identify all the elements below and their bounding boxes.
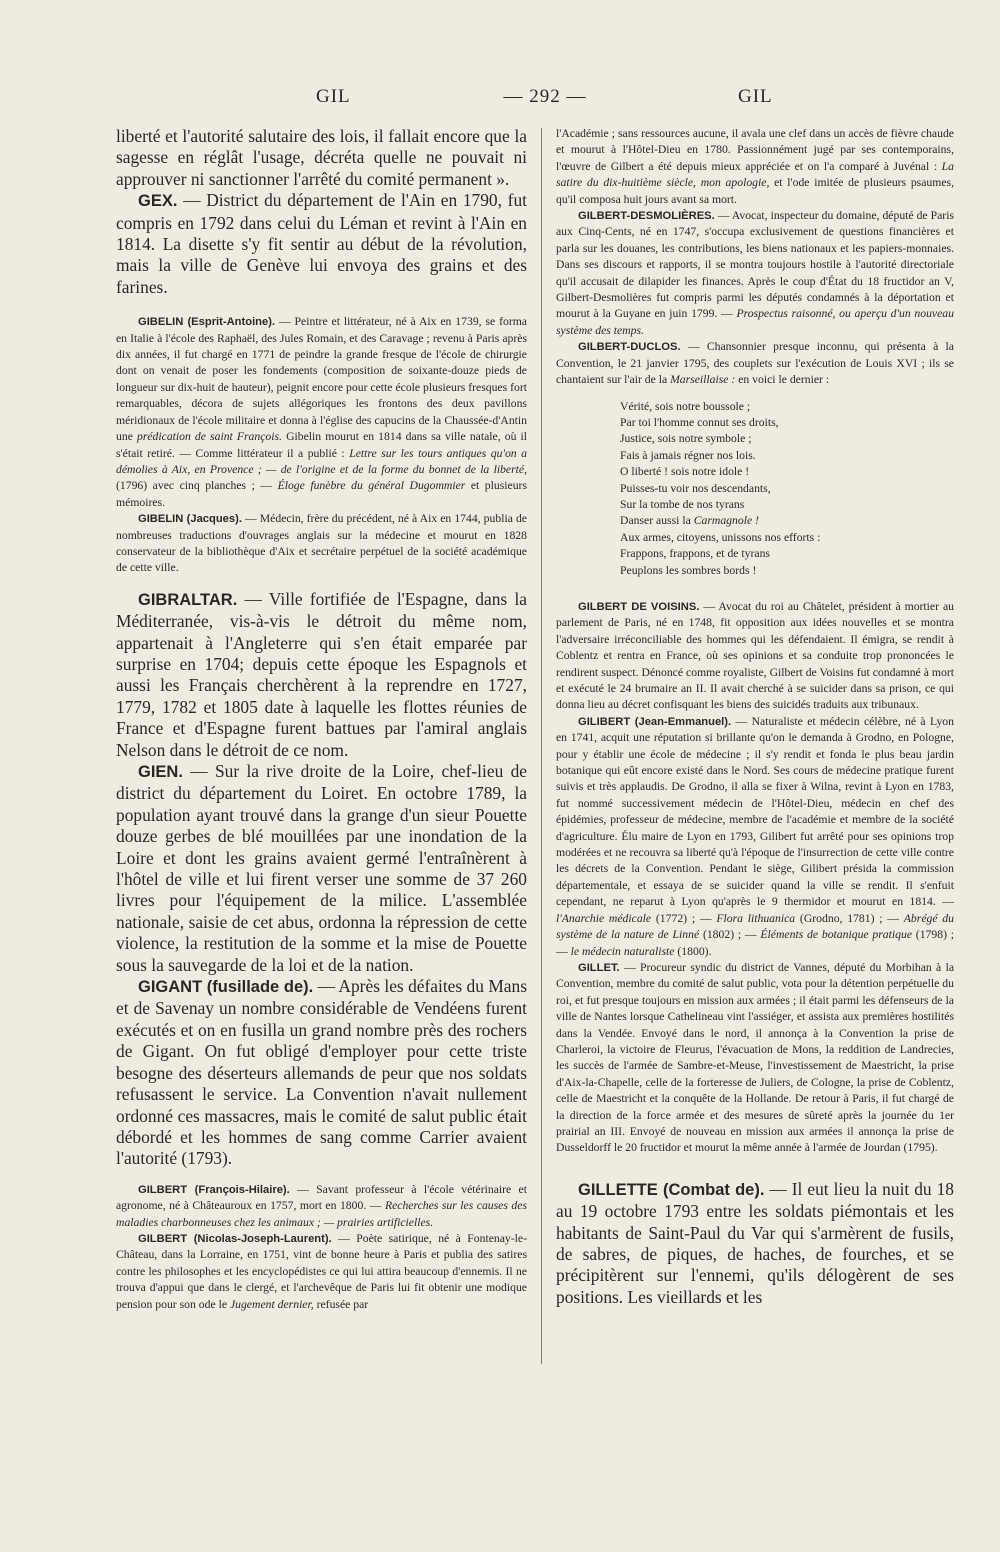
- entry-italic: Abrégé du système de la nature de Linné: [556, 911, 954, 942]
- entry-text: (1796) avec cinq planches ; —: [116, 479, 278, 493]
- entry-text: — Il eut lieu la nuit du 18 au 19 octobre 1793 entre les soldats piémontais et les habitants de Saint-Paul du Var qui s'armèrent de fusils, de sabres, de piques, de haches, de fourches, et se précipitèrent sur l'ennemi, qu'ils délogèrent de ses positions. Les vieillards et les: [556, 1178, 954, 1307]
- entry-text: (Grodno, 1781) ; —: [795, 911, 904, 925]
- entry-gien: [116, 761, 527, 976]
- entry-gilbert-nicolas: [116, 1231, 527, 1313]
- entry-gilbert-desmolieres: [556, 208, 954, 339]
- entry-text: — Médecin, frère du précédent, né à Aix en 1744, publia de nombreuses traductions d'ouvrages anglais sur la médecine et mourut en 1828 conservateur de la bibliothèque d'Aix et secrétaire perpétuel de la société académique de cette ville.: [116, 512, 527, 575]
- entry-text: — Ville fortifiée de l'Espagne, dans la Méditerranée, vis-à-vis le détroit du même nom, appartenait à l'Angleterre qui s'en était emparée par surprise en 1704; depuis cette époque les Espagnols et aussi les Français cherchèrent à la reprendre en 1727, 1779, 1782 et 1805 date à laquelle les flottes réunies de France et d'Espagne furent battues par l'amiral anglais Nelson dans le détroit de ce nom.: [116, 588, 527, 760]
- entry-italic: l'Anarchie médicale: [556, 911, 652, 925]
- entry-italic: Jugement dernier,: [229, 1297, 314, 1311]
- entry-text: — Avocat, inspecteur du domaine, député de Paris aux Cinq-Cents, né en 1747, s'occupa exclusivement de questions financières et parla sur les douanes, les contributions, les biens nationaux et les papiers-monnaies. Dans ses discours et rapports, il se montra toujours hostile à l'autorité directoriale qu'il accusait de dilapider les finances. Après le coup d'État du 18 fructidor an V, Gilbert-Desmolières fut compris parmi les députés condamnés à la déportation et mourut à la Guyane en juin 1799. —: [556, 209, 954, 321]
- entry-text: en voici le dernier :: [735, 373, 830, 387]
- entry-italic: La satire du dix-huitième siècle, mon apologie,: [556, 159, 954, 190]
- entry-gilbert-francois: [116, 1182, 527, 1231]
- entry-text: et plusieurs mémoires.: [116, 479, 527, 509]
- headword: GILLETTE (Combat de).: [578, 1180, 765, 1199]
- verse-line: Justice, sois notre symbole ;: [620, 432, 752, 446]
- entry-text: — Chansonnier presque inconnu, qui présenta à la Convention, le 21 janvier 1795, des couplets sur l'exécution de Louis XVI ; ils se chantaient sur l'air de la: [556, 340, 954, 387]
- entry-italic: prédication de saint François.: [136, 430, 282, 444]
- headword: GILBERT-DUCLOS.: [578, 341, 681, 354]
- entry-text: (1798) ; —: [556, 928, 955, 958]
- headword: GIGANT (fusillade de).: [138, 978, 314, 997]
- entry-gigant: [116, 976, 527, 1170]
- verse-line: Puisses-tu voir nos descendants,: [620, 481, 771, 495]
- verse-line: Sur la tombe de nos tyrans: [620, 497, 745, 511]
- entry-italic: Lettre sur les tours antiques qu'on a démolies à Aix, en Provence ; — de l'origine et de la forme du bonnet de la liberté,: [116, 446, 527, 476]
- entry-text: — Naturaliste et médecin célèbre, né à Lyon en 1741, acquit une réputation si brillante qu'on le demanda à Grodno, en Pologne, pour y établir une école de médecine ; il s'y rendit et fonda le plus beau jardin botanique qui eût encore existé dans le Nord. Ses cours de médecine pratique furent suivis et très applaudis. De Grodno, il alla se fixer à Wilna, revint à Lyon en 1783, fut nommé successivement médecin de l'Hôtel-Dieu, médecin en chef des épidémies, professeur de médecine, membre de l'académie et membre de la société d'agriculture. Élu maire de Lyon en 1793, Gilibert fut arrêté pour ses opinions trop modérées et ne recouvra sa liberté qu'à l'époque de l'insurrection de cette ville contre les décrets de la Convention. Pendant le siège, Gilibert présida la commission départementale, et essaya de se suicider quand la ville se rendit. Il s'enfuit cependant, ne reparut à Lyon qu'après le 9 thermidor et mourut en 1814. —: [556, 714, 954, 909]
- right-column: [556, 126, 954, 1308]
- page-header: [0, 86, 1000, 116]
- entry-text: (1772) ; —: [651, 911, 717, 925]
- headword: GEX.: [138, 192, 178, 211]
- entry-italic: Recherches sur les causes des maladies charbonneuses chez les animaux ; — prairies artificielles.: [116, 1199, 527, 1229]
- entry-gillet: [556, 960, 954, 1157]
- entry-gex: [116, 190, 527, 298]
- entry-gibraltar: [116, 589, 527, 761]
- entry-gibelin-esprit: [116, 314, 527, 511]
- entry-italic: Éléments de botanique pratique: [760, 928, 913, 942]
- verse-line: [620, 513, 954, 529]
- headword: GIBRALTAR.: [138, 590, 238, 609]
- headword: GILIBERT (Jean-Emmanuel).: [578, 715, 732, 728]
- entry-text: — Poète satirique, né à Fontenay-le-Château, dans la Lorraine, en 1751, vint de bonne heure à Paris et publia des satires contre les philosophes et les encyclopédistes ce qui lui attira beaucoup d'ennemis. Il ne trouva d'appui que dans le clergé, et l'archevêque de Paris lui fit obtenir une modique pension pour son ode le: [116, 1231, 527, 1311]
- page-number: — 292 —: [503, 86, 587, 107]
- song-verse: [620, 399, 954, 579]
- left-column: [116, 126, 527, 1313]
- entry-text: — Avocat du roi au Châtelet, président à mortier au parlement de Paris, né en 1748, fit opposition aux idées nouvelles et se montra l'adversaire irréconciliable des hommes qui les défendaient. Il émigra, se rendit à Coblentz et rentra en France, où ses opinions et sa conduite trop prononcées le rendirent suspect. Dénoncé comme royaliste, Gilbert de Voisins fut condamné à mort et exécuté le 24 brumaire an II. Il avait cherché à se suicider dans sa prison, ce qui donna lieu au décret confisquant les biens des suicidés traduits aux tribunaux.: [556, 599, 954, 712]
- continued-paragraph: [556, 126, 954, 208]
- headword: GIEN.: [138, 763, 183, 781]
- headword: GILBERT (Nicolas-Joseph-Laurent).: [138, 1232, 332, 1245]
- entry-text: Gibelin mourut en 1814 dans sa ville natale, où il s'était retiré. — Comme littérateur il a publié :: [116, 430, 527, 460]
- verse-line: Par toi l'homme connut ses droits,: [620, 415, 779, 429]
- entry-text: — Procureur syndic du district de Vannes, député du Morbihan à la Convention, membre du comité de salut public, vota pour la détention perpétuelle du roi, et fut presque toujours en mission aux armées ; il était parmi les défenseurs de la ville de Nantes lorsque Cathelineau vint l'assiéger, et assista aux premières hostilités dans la Vendée. Envoyé dans le nord, il annonça à la Convention la prise de Charleroi, la victoire de Fleurus, l'évacuation de Mons, la reddition de Landrecies, les succès de l'armée de Sambre-et-Meuse, l'investissement de Maestricht, la prise d'Aix-la-Chapelle, celle de la forteresse de Juliers, de Cologne, la prise de Coblentz, celle de Maestricht et la conquête de la Hollande. De retour à Paris, il fut chargé de la direction de la force armée et des mesures de sûreté après la journée du 1er prairial an III. Envoyé de nouveau en mission aux armées il annonça la prise de Dusseldorff le 20 fructidor et mourut la même année à l'armée de Jourdan (1795).: [556, 960, 954, 1155]
- entry-gibelin-jacques: [116, 511, 527, 577]
- headword: GILLET.: [578, 961, 620, 974]
- column-divider: [541, 128, 542, 1364]
- headword: GILBERT (François-Hilaire).: [138, 1183, 290, 1196]
- entry-italic: Marseillaise :: [670, 373, 736, 387]
- entry-italic: Prospectus raisonné, ou aperçu d'un nouveau système des temps.: [556, 307, 954, 337]
- verse-line: O liberté ! sois notre idole !: [620, 465, 750, 479]
- headword: GIBELIN (Esprit-Antoine).: [138, 316, 276, 329]
- verse-italic: Carmagnole !: [693, 514, 759, 528]
- entry-text: — Après les défaites du Mans et de Savenay un nombre considérable de Vendéens furent exécutés et on en fusilla un grand nombre près des rochers de Gigant. On fut obligé d'employer pour cette triste besogne des déserteurs allemands de peur que nos soldats refusassent le service. La Convention n'avait nullement ordonné ces massacres, mais le comité de salut public était débordé et les hommes de sang comme Carrier avaient l'autorité (1793).: [116, 976, 527, 1169]
- entry-text: — Peintre et littérateur, né à Aix en 1739, se forma en Italie à l'école des Raphaël, des Jules Romain, et des Caravage ; revenu à Paris après dix années, il fut chargé en 1771 de peindre la grande fresque de l'école de chirurgie dont on venait de poser les fondements (composition de soixante-douze pieds de longueur sur dix-huit de hauteur), peignit encore pour cette école plusieurs fresques fort remarquables, décora de sujets allégoriques les frontons des deux pavillons méridionaux de l'école militaire et donna à l'église des capucins de la Chaussée-d'Antin une: [116, 315, 527, 444]
- verse-line: Fais à jamais régner nos lois.: [620, 448, 756, 462]
- entry-text: l'Académie ; sans ressources aucune, il avala une clef dans un accès de fièvre chaude et mourut à l'Hôtel-Dieu en 1780. Passionnément jugé par ses contemporains, l'œuvre de Gilbert a été depuis mieux appréciée et on l'a comparé à Juvénal :: [556, 127, 954, 173]
- entry-gilbert-duclos: [556, 339, 954, 388]
- entry-text: — Sur la rive droite de la Loire, chef-lieu de district du département du Loiret. En octobre 1789, la population ayant trouvé dans la grange d'un sieur Pouette douze gerbes de blé mouillées par une inondation de la Loire et dont les grains avaient germé l'entraînèrent à l'hôtel de ville et lui firent verser une somme de 37 260 livres pour l'équipement de la milice. L'assemblée nationale, saisie de cet abus, ordonna la répression de cette violence, la restitution de la somme et la mise de Pouette sous la sauvegarde de la loi et de la nation.: [116, 761, 527, 975]
- entry-text: — District du département de l'Ain en 1790, fut compris en 1792 dans celui du Léman et revint à l'Ain en 1814. La disette s'y fit sentir au début de la révolution, mais la ville de Genève lui envoya des grains et des farines.: [116, 190, 527, 297]
- headword: GILBERT-DESMOLIÈRES.: [578, 210, 715, 223]
- verse-line: Aux armes, citoyens, unissons nos efforts :: [620, 530, 821, 544]
- entry-italic: Éloge funèbre du général Dugommier: [277, 479, 466, 493]
- intro-paragraph: liberté et l'autorité salutaire des lois, il fallait encore que la sagesse en réglât l'usage, décréta quelle ne pouvait ni approuver ni sanctionner l'arrêté du comité permanent ».: [116, 126, 527, 189]
- entry-italic: Flora lithuanica: [716, 911, 796, 925]
- verse-line: Vérité, sois notre boussole ;: [620, 399, 751, 413]
- verse-line: Peuplons les sombres bords !: [620, 563, 757, 577]
- header-right-word: GIL: [738, 86, 773, 107]
- entry-text: et l'ode imitée de plusieurs psaumes, qu'il composa huit jours avant sa mort.: [556, 176, 954, 206]
- entry-text: (1802) ; —: [699, 928, 761, 942]
- entry-italic: le médecin naturaliste: [570, 944, 675, 958]
- entry-text: refusée par: [313, 1297, 369, 1311]
- header-left-word: GIL: [316, 86, 351, 107]
- entry-gilibert: [556, 714, 954, 960]
- entry-text: — Savant professeur à l'école vétérinaire et agronome, né à Châteauroux en 1757, mort en 1800. —: [116, 1182, 527, 1213]
- entry-gilbert-de-voisins: [556, 599, 954, 714]
- entry-gillette: [556, 1179, 954, 1308]
- headword: GIBELIN (Jacques).: [138, 513, 242, 526]
- headword: GILBERT DE VOISINS.: [578, 600, 700, 613]
- entry-text: (1800).: [674, 944, 712, 958]
- verse-line: Frappons, frappons, et de tyrans: [620, 547, 770, 561]
- verse-text: Danser aussi la: [620, 514, 694, 528]
